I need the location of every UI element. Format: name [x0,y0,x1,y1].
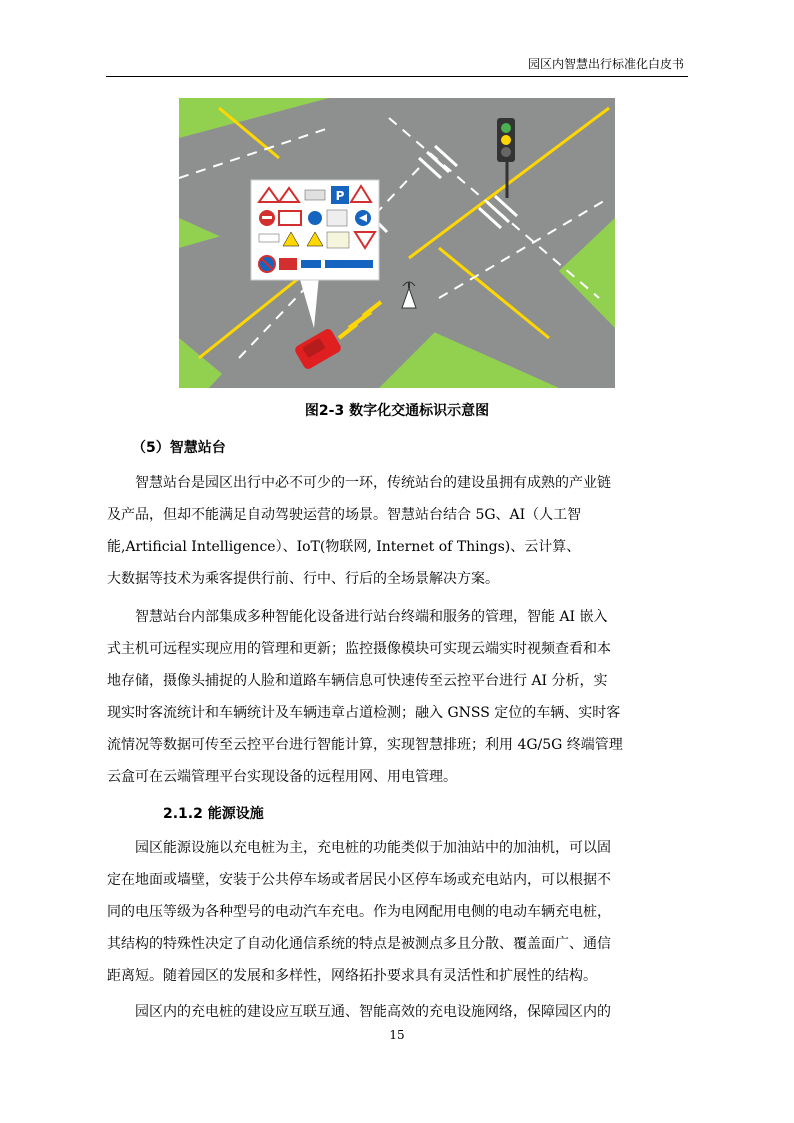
text-line: 大数据等技术为乘客提供行前、行中、行后的全场景解决方案。 [107,571,499,587]
paragraph-2 [107,601,687,793]
text-line: 地存储，摄像头捕捉的人脸和道路车辆信息可快速传至云控平台进行 AI 分析，实 [107,673,608,689]
paragraph-4 [107,996,687,1028]
text-line: 智慧站台是园区出行中必不可少的一环，传统站台的建设虽拥有成熟的产业链 [135,475,611,491]
section-title-smart-station: （5）智慧站台 [132,440,226,456]
text-line: 智慧站台内部集成多种智能化设备进行站台终端和服务的管理，智能 AI 嵌入 [135,609,608,625]
page-number: 15 [389,1028,405,1042]
header-rule [106,76,688,77]
text-line: 云盒可在云端管理平台实现设备的远程用网、用电管理。 [107,769,457,785]
text-line: 式主机可远程实现应用的管理和更新；监控摄像模块可实现云端实时视频查看和本 [107,641,611,657]
text-line: 园区内的充电桩的建设应互联互通、智能高效的充电设施网络，保障园区内的 [135,1004,611,1020]
text-line: 其结构的特殊性决定了自动化通信系统的特点是被测点多且分散、覆盖面广、通信 [107,936,611,952]
text-line: 距离短。随着园区的发展和多样性，网络拓扑要求具有灵活性和扩展性的结构。 [107,968,597,984]
text-line: 现实时客流统计和车辆统计及车辆违章占道检测；融入 GNSS 定位的车辆、实时客 [107,705,621,721]
text-line: 同的电压等级为各种型号的电动汽车充电。作为电网配用电侧的电动车辆充电桩， [107,904,611,920]
traffic-sign-illustration [179,98,615,388]
text-line: 能,Artificial Intelligence）、IoT(物联网, Internet of Things)、云计算、 [107,539,581,555]
text-line: 定在地面或墙壁，安装于公共停车场或者居民小区停车场或充电站内，可以根据不 [107,872,611,888]
svg-text:P: P [335,189,345,203]
text-line: 及产品，但却不能满足自动驾驶运营的场景。智慧站台结合 5G、AI（人工智 [107,507,582,523]
subsection-title-energy-facilities: 2.1.2 能源设施 [163,806,264,822]
running-header: 园区内智慧出行标准化白皮书 [527,57,684,71]
paragraph-3 [107,832,687,992]
text-line: 流情况等数据可传至云控平台进行智能计算，实现智慧排班；利用 4G/5G 终端管理 [107,737,623,753]
figure-caption: 图2-3 数字化交通标识示意图 [304,403,490,419]
text-line: 园区能源设施以充电桩为主，充电桩的功能类似于加油站中的加油机，可以固 [135,840,611,856]
paragraph-1 [107,467,687,595]
